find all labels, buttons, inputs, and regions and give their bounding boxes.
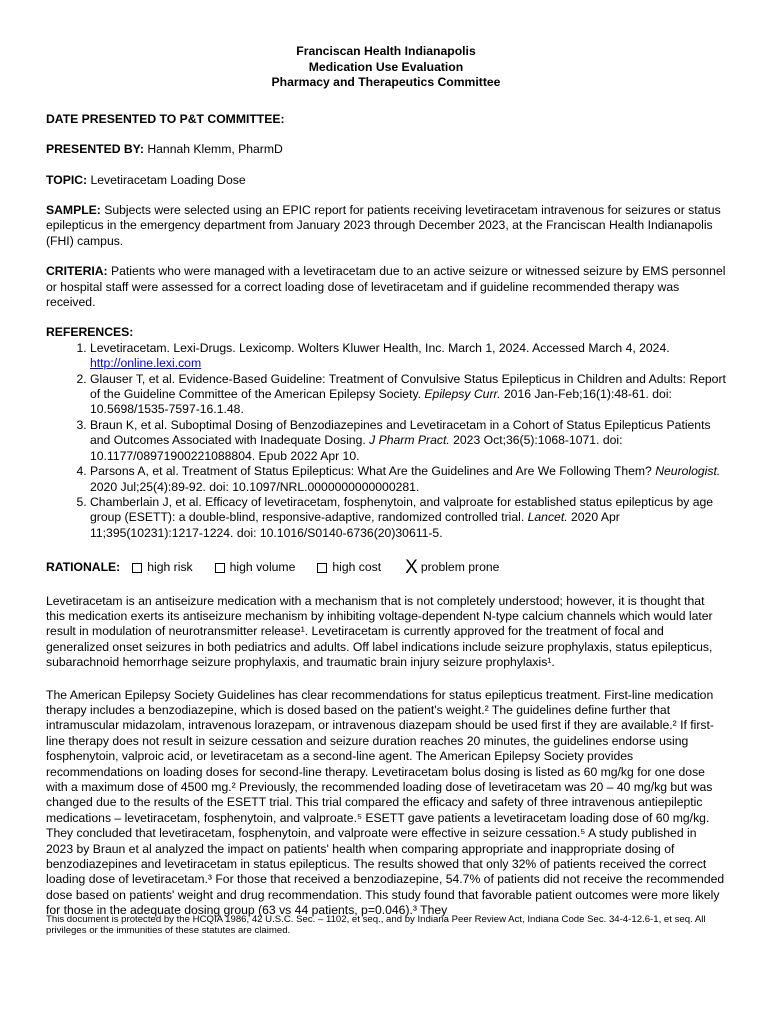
criteria-text: Patients who were managed with a levetiracetam due to an active seizure or witnessed seizure by EMS personnel or hospital staff were assessed for a correct loading dose of levetiracetam and if guideline recommended therapy was received.	[46, 264, 726, 310]
reference-text: Parsons A, et al. Treatment of Status Epilepticus: What Are the Guidelines and Are We Following Them?	[90, 464, 656, 479]
reference-details: 2016 Jan-Feb;16(1):48-61. doi: 10.5698/1535-7597-16.1.48.	[90, 387, 672, 417]
references-label: REFERENCES:	[46, 325, 134, 340]
paragraph-guidelines: The American Epilepsy Society Guidelines has clear recommendations for status epilepticus treatment. First-line medication therapy includes a benzodiazepine, which is dosed based on the patient's weight.² The guidelines define further that intramuscular midazolam, intravenous lorazepam, or intravenous diazepam should be used first if they are available.² If first-line therapy does not result in seizure cessation and seizure duration reaches 20 minutes, the guidelines endorse using fosphenytoin, valproic acid, or levetiracetam as a second-line agent. The American Epilepsy Society provides recommendations on loading doses for second-line therapy. Levetiracetam bolus dosing is listed as 60 mg/kg for one dose with a maximum dose of 4500 mg.² Previously, the recommended loading dose of levetiracetam was 20 – 40 mg/kg but was changed due to the results of the ESETT trial. This trial compared the efficacy and safety of three intravenous antiepileptic medications – levetiracetam, fosphenytoin, and valproate.⁵ ESETT gave patients a levetiracetam loading dose of 60 mg/kg. They concluded that levetiracetam, fosphenytoin, and valproate were effective in seizure cessation.⁵ A study published in 2023 by Braun et al analyzed the impact on patients' health when comparing appropriate and inappropriate dosing of benzodiazepines and levetiracetam in status epilepticus. The results showed that only 32% of patients received the correct loading dose of levetiracetam.³ For those that received a benzodiazepine, 54.7% of patients did not receive the recommended dose based on patients' weight and drug recommendation. This study found that favorable patient outcomes were more likely for those in the adequate dosing group (63 vs 44 patients, p=0.046).³ They	[46, 687, 725, 918]
topic-label: TOPIC:	[46, 172, 88, 187]
reference-text: Glauser T, et al. Evidence-Based Guideline: Treatment of Convulsive Status Epilepticus in Children and Adults: Report of the Guideline Committee of the American Epilepsy Society.	[90, 371, 726, 402]
criteria-label: CRITERIA:	[46, 264, 108, 279]
reference-text: Braun K, et al. Suboptimal Dosing of Benzodiazepines and Levetiracetam in a Cohort of Status Epilepticus Patients and Outcomes Associated with Inadequate Dosing.	[90, 417, 711, 448]
document-page	[46, 44, 726, 919]
rationale-option-label: high volume	[229, 560, 296, 575]
presented-by-value: Hannah Klemm, PharmD	[143, 142, 283, 157]
reference-journal: J Pharm Pract.	[369, 433, 450, 448]
check-x-mark-icon[interactable]: X	[405, 557, 418, 579]
reference-journal: Lancet.	[527, 510, 568, 525]
checkbox-unchecked-icon[interactable]	[215, 563, 225, 573]
criteria-section	[46, 264, 726, 310]
reference-details: 2020 Jul;25(4):89-92. doi: 10.1097/NRL.0000000000000281.	[90, 479, 420, 494]
rationale-option-high-risk[interactable]	[132, 560, 192, 575]
sample-text: Subjects were selected using an EPIC report for patients receiving levetiracetam intravenous for seizures or status epilepticus in the emergency department from January 2023 through December 2023, at the Franciscan Health Indianapolis (FHI) campus.	[46, 203, 721, 248]
rationale-option-label: high risk	[147, 560, 193, 575]
rationale-row	[46, 557, 726, 579]
date-presented-row	[46, 112, 726, 127]
reference-text: Chamberlain J, et al. Efficacy of levetiracetam, fosphenytoin, and valproate for established status epilepticus by age group (ESETT): a double-blind, responsive-adaptive, randomized controlled trial.	[90, 494, 714, 525]
sample-label: SAMPLE:	[46, 203, 101, 217]
references-list	[46, 341, 726, 541]
checkbox-unchecked-icon[interactable]	[317, 563, 327, 573]
checkbox-unchecked-icon[interactable]	[132, 563, 142, 573]
header-organization: Franciscan Health Indianapolis	[296, 44, 476, 58]
date-presented-label: DATE PRESENTED TO P&T COMMITTEE:	[46, 111, 285, 126]
reference-item	[90, 464, 726, 495]
topic-value: Levetiracetam Loading Dose	[87, 172, 246, 187]
reference-item	[90, 418, 726, 464]
reference-journal: Neurologist.	[655, 464, 721, 479]
header-committee: Pharmacy and Therapeutics Committee	[271, 75, 501, 90]
header-title: Medication Use Evaluation	[308, 59, 464, 74]
references-section	[46, 325, 726, 541]
legal-footer: This document is protected by the HCQIA 1986, 42 U.S.C. Sec. – 1102, et seq., and by Indiana Peer Review Act, Indiana Code Sec. 34-4-12.6-1, et seq. All privileges or the immunities of these statutes are claimed.	[46, 914, 706, 937]
rationale-option-high-cost[interactable]	[317, 560, 381, 575]
reference-link[interactable]: http://online.lexi.com	[90, 356, 202, 371]
paragraph-mechanism: Levetiracetam is an antiseizure medication with a mechanism that is not completely understood; however, it is thought that this medication exerts its antiseizure mechanism by inhibiting voltage-dependent N-type calcium channels which would later result in modulation of neurotransmitter release¹. Levetiracetam is currently approved for the treatment of focal and generalized onset seizures in both pediatrics and adults. Off label indications include seizure prophylaxis, status epilepticus, subarachnoid hemorrhage seizure prophylaxis, and traumatic brain injury seizure prophylaxis¹.	[46, 593, 713, 670]
document-header	[46, 44, 726, 91]
reference-details: 2020 Apr 11;395(10231):1217-1224. doi: 10.1016/S0140-6736(20)30611-5.	[90, 510, 620, 540]
reference-item	[90, 372, 726, 418]
rationale-label: RATIONALE:	[46, 560, 121, 575]
reference-journal: Epilepsy Curr.	[424, 387, 501, 402]
rationale-option-high-volume[interactable]	[215, 560, 296, 575]
presented-by-label: PRESENTED BY:	[46, 142, 144, 157]
reference-item	[90, 341, 726, 372]
topic-row	[46, 173, 726, 188]
reference-details: 2023 Oct;36(5):1068-1071. doi: 10.1177/08971900221088804. Epub 2022 Apr 10.	[90, 433, 623, 463]
rationale-option-problem-prone[interactable]	[405, 557, 500, 579]
reference-text: Levetiracetam. Lexi-Drugs. Lexicomp. Wolters Kluwer Health, Inc. March 1, 2024. Accessed March 4, 2024.	[90, 340, 670, 355]
sample-section	[46, 203, 726, 249]
reference-item	[90, 495, 726, 541]
presented-by-row	[46, 142, 726, 157]
rationale-option-label: high cost	[332, 560, 382, 575]
rationale-option-label: problem prone	[420, 560, 500, 575]
